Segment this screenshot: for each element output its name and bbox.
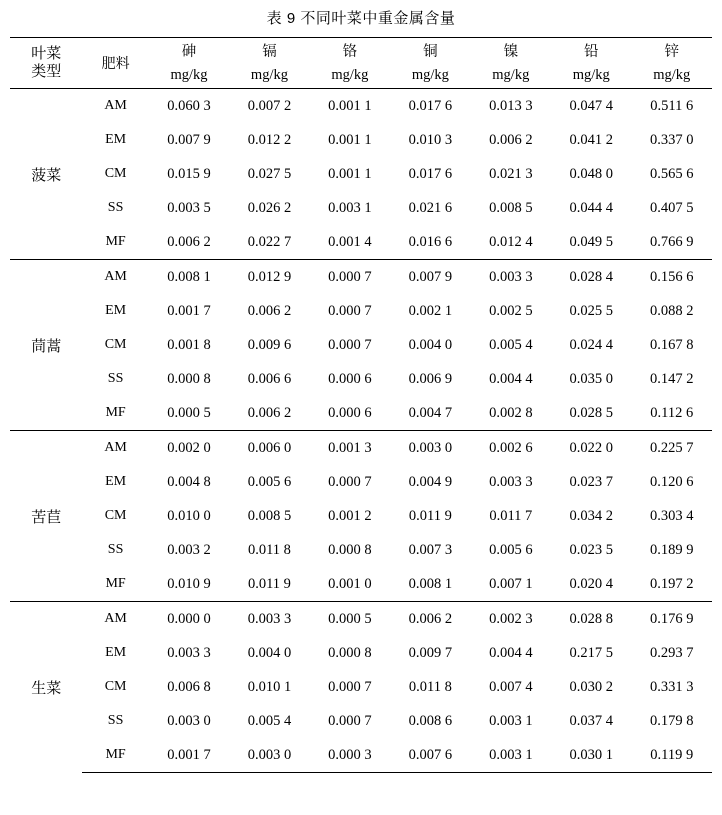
cell-value: 0.000 8 bbox=[167, 370, 211, 387]
fertilizer-label: EM bbox=[105, 645, 127, 660]
cell-value: 0.028 5 bbox=[569, 404, 614, 421]
cell-value: 0.009 6 bbox=[247, 336, 292, 353]
fertilizer-label: SS bbox=[107, 542, 124, 557]
cell-value: 0.002 6 bbox=[471, 431, 551, 466]
cell-value: 0.010 0 bbox=[167, 507, 211, 524]
cell-value: 0.006 2 bbox=[167, 233, 211, 250]
cell-value: 0.002 3 bbox=[471, 602, 551, 637]
cell-value: 0.009 7 bbox=[408, 644, 453, 661]
table-row bbox=[10, 396, 712, 431]
table-row bbox=[10, 602, 712, 637]
header-metal-chromium: 铬 bbox=[310, 38, 390, 64]
cell-value: 0.004 0 bbox=[247, 644, 292, 661]
cell-value: 0.007 3 bbox=[408, 541, 453, 558]
cell-value: 0.006 2 bbox=[247, 302, 292, 319]
cell-value: 0.006 2 bbox=[247, 404, 292, 421]
cell-value: 0.001 4 bbox=[328, 233, 372, 250]
cell-value: 0.004 4 bbox=[489, 644, 533, 661]
cell-value: 0.007 2 bbox=[229, 89, 309, 124]
header-metal-arsenic: 砷 bbox=[149, 38, 229, 64]
cell-value: 0.147 2 bbox=[650, 370, 694, 387]
cell-value: 0.003 1 bbox=[471, 738, 551, 773]
cell-value: 0.016 6 bbox=[408, 233, 453, 250]
cell-value: 0.011 8 bbox=[247, 541, 291, 558]
cell-value: 0.000 8 bbox=[328, 644, 372, 661]
header-unit-nickel: mg/kg bbox=[492, 67, 530, 83]
fertilizer-label: EM bbox=[105, 474, 127, 489]
table-row bbox=[10, 157, 712, 191]
table-row bbox=[10, 328, 712, 362]
cell-value: 0.001 8 bbox=[167, 336, 211, 353]
cell-value: 0.001 2 bbox=[328, 507, 372, 524]
header-leaf-type-line2: 类型 bbox=[31, 64, 62, 80]
cell-value: 0.002 5 bbox=[489, 302, 533, 319]
cell-value: 0.023 7 bbox=[569, 473, 614, 490]
cell-value: 0.000 7 bbox=[328, 712, 372, 729]
cell-value: 0.000 5 bbox=[310, 602, 390, 637]
cell-value: 0.000 7 bbox=[310, 260, 390, 295]
table-row bbox=[10, 738, 712, 773]
fertilizer-label: AM bbox=[82, 431, 148, 466]
cell-value: 0.003 3 bbox=[167, 644, 211, 661]
cell-value: 0.000 6 bbox=[328, 404, 372, 421]
fertilizer-label: CM bbox=[104, 166, 127, 181]
cell-value: 0.012 4 bbox=[489, 233, 533, 250]
cell-value: 0.011 7 bbox=[489, 507, 533, 524]
cell-value: 0.021 6 bbox=[408, 199, 453, 216]
cell-value: 0.006 9 bbox=[408, 370, 453, 387]
table-row bbox=[10, 123, 712, 157]
cell-value: 0.120 6 bbox=[650, 473, 694, 490]
cell-value: 0.060 3 bbox=[149, 89, 229, 124]
cell-value: 0.303 4 bbox=[650, 507, 694, 524]
group-label-1: 茼蒿 bbox=[10, 260, 82, 431]
cell-value: 0.007 1 bbox=[489, 575, 533, 592]
heavy-metal-content-table bbox=[10, 37, 712, 773]
group-label-0: 菠菜 bbox=[10, 89, 82, 260]
table-row bbox=[10, 670, 712, 704]
cell-value: 0.028 4 bbox=[551, 260, 631, 295]
cell-value: 0.003 2 bbox=[167, 541, 211, 558]
header-fertilizer: 肥料 bbox=[82, 38, 148, 89]
fertilizer-label: MF bbox=[105, 576, 126, 591]
cell-value: 0.006 6 bbox=[247, 370, 292, 387]
cell-value: 0.000 5 bbox=[167, 404, 211, 421]
cell-value: 0.035 0 bbox=[569, 370, 614, 387]
cell-value: 0.000 6 bbox=[328, 370, 372, 387]
cell-value: 0.012 2 bbox=[247, 131, 292, 148]
cell-value: 0.088 2 bbox=[650, 302, 694, 319]
header-metal-lead: 铅 bbox=[551, 38, 631, 64]
cell-value: 0.048 0 bbox=[569, 165, 614, 182]
cell-value: 0.000 8 bbox=[328, 541, 372, 558]
cell-value: 0.000 7 bbox=[328, 678, 372, 695]
cell-value: 0.189 9 bbox=[650, 541, 694, 558]
cell-value: 0.008 1 bbox=[408, 575, 453, 592]
cell-value: 0.006 2 bbox=[390, 602, 470, 637]
cell-value: 0.001 0 bbox=[328, 575, 372, 592]
cell-value: 0.037 4 bbox=[569, 712, 614, 729]
fertilizer-label: MF bbox=[105, 234, 126, 249]
cell-value: 0.167 8 bbox=[650, 336, 694, 353]
header-leaf-type-line1: 叶菜 bbox=[31, 45, 62, 62]
cell-value: 0.006 8 bbox=[167, 678, 211, 695]
table-row bbox=[10, 431, 712, 466]
cell-value: 0.176 9 bbox=[632, 602, 713, 637]
fertilizer-label: EM bbox=[105, 303, 127, 318]
cell-value: 0.003 5 bbox=[167, 199, 211, 216]
cell-value: 0.511 6 bbox=[632, 89, 713, 124]
cell-value: 0.001 7 bbox=[167, 302, 211, 319]
table-row bbox=[10, 499, 712, 533]
fertilizer-label: CM bbox=[104, 679, 127, 694]
cell-value: 0.022 7 bbox=[247, 233, 292, 250]
cell-value: 0.001 1 bbox=[328, 131, 372, 148]
cell-value: 0.003 1 bbox=[489, 712, 533, 729]
cell-value: 0.003 3 bbox=[489, 473, 533, 490]
fertilizer-label: EM bbox=[105, 132, 127, 147]
cell-value: 0.020 4 bbox=[569, 575, 614, 592]
header-metal-copper: 铜 bbox=[390, 38, 470, 64]
table-header-names bbox=[10, 38, 712, 64]
table-row bbox=[10, 567, 712, 602]
cell-value: 0.027 5 bbox=[247, 165, 292, 182]
cell-value: 0.197 2 bbox=[650, 575, 694, 592]
cell-value: 0.179 8 bbox=[650, 712, 694, 729]
cell-value: 0.000 7 bbox=[328, 302, 372, 319]
fertilizer-label: MF bbox=[82, 738, 148, 773]
cell-value: 0.003 0 bbox=[390, 431, 470, 466]
cell-value: 0.000 7 bbox=[328, 473, 372, 490]
cell-value: 0.010 3 bbox=[408, 131, 453, 148]
cell-value: 0.002 8 bbox=[489, 404, 533, 421]
cell-value: 0.007 9 bbox=[167, 131, 211, 148]
cell-value: 0.034 2 bbox=[569, 507, 614, 524]
cell-value: 0.017 6 bbox=[408, 165, 453, 182]
cell-value: 0.407 5 bbox=[650, 199, 694, 216]
cell-value: 0.011 9 bbox=[247, 575, 291, 592]
fertilizer-label: CM bbox=[104, 508, 127, 523]
cell-value: 0.011 9 bbox=[408, 507, 452, 524]
fertilizer-label: AM bbox=[82, 260, 148, 295]
header-metal-zinc: 锌 bbox=[632, 38, 713, 64]
cell-value: 0.156 6 bbox=[632, 260, 713, 295]
header-unit-chromium: mg/kg bbox=[331, 67, 369, 83]
cell-value: 0.003 3 bbox=[229, 602, 309, 637]
cell-value: 0.007 4 bbox=[489, 678, 533, 695]
cell-value: 0.008 1 bbox=[149, 260, 229, 295]
cell-value: 0.025 5 bbox=[569, 302, 614, 319]
header-unit-zinc: mg/kg bbox=[653, 67, 691, 83]
table-row bbox=[10, 260, 712, 295]
cell-value: 0.013 3 bbox=[471, 89, 551, 124]
fertilizer-label: SS bbox=[107, 200, 124, 215]
cell-value: 0.007 9 bbox=[390, 260, 470, 295]
cell-value: 0.001 3 bbox=[310, 431, 390, 466]
cell-value: 0.112 6 bbox=[650, 404, 694, 421]
cell-value: 0.002 1 bbox=[408, 302, 453, 319]
cell-value: 0.003 3 bbox=[471, 260, 551, 295]
cell-value: 0.028 8 bbox=[551, 602, 631, 637]
table-row bbox=[10, 294, 712, 328]
group-label-2: 苦苣 bbox=[10, 431, 82, 602]
cell-value: 0.010 1 bbox=[247, 678, 292, 695]
cell-value: 0.766 9 bbox=[650, 233, 694, 250]
fertilizer-label: MF bbox=[105, 405, 126, 420]
table-row bbox=[10, 225, 712, 260]
cell-value: 0.030 1 bbox=[551, 738, 631, 773]
cell-value: 0.565 6 bbox=[650, 165, 694, 182]
cell-value: 0.017 6 bbox=[390, 89, 470, 124]
cell-value: 0.010 9 bbox=[167, 575, 211, 592]
cell-value: 0.008 5 bbox=[489, 199, 533, 216]
cell-value: 0.004 8 bbox=[167, 473, 211, 490]
cell-value: 0.000 3 bbox=[310, 738, 390, 773]
cell-value: 0.005 4 bbox=[247, 712, 292, 729]
table-row bbox=[10, 636, 712, 670]
cell-value: 0.012 9 bbox=[229, 260, 309, 295]
cell-value: 0.225 7 bbox=[632, 431, 713, 466]
cell-value: 0.337 0 bbox=[650, 131, 694, 148]
table-row bbox=[10, 89, 712, 124]
cell-value: 0.004 9 bbox=[408, 473, 453, 490]
header-leaf-type bbox=[10, 38, 82, 89]
table-row bbox=[10, 191, 712, 225]
cell-value: 0.002 0 bbox=[149, 431, 229, 466]
cell-value: 0.001 7 bbox=[149, 738, 229, 773]
cell-value: 0.005 6 bbox=[489, 541, 533, 558]
cell-value: 0.119 9 bbox=[632, 738, 713, 773]
cell-value: 0.004 7 bbox=[408, 404, 453, 421]
cell-value: 0.007 6 bbox=[390, 738, 470, 773]
fertilizer-label: AM bbox=[82, 89, 148, 124]
header-unit-arsenic: mg/kg bbox=[170, 67, 208, 83]
fertilizer-label: CM bbox=[104, 337, 127, 352]
cell-value: 0.021 3 bbox=[489, 165, 533, 182]
cell-value: 0.030 2 bbox=[569, 678, 614, 695]
header-metal-nickel: 镍 bbox=[471, 38, 551, 64]
header-metal-cadmium: 镉 bbox=[229, 38, 309, 64]
cell-value: 0.006 0 bbox=[229, 431, 309, 466]
table-row bbox=[10, 362, 712, 396]
table-caption: 表 9 不同叶菜中重金属含量 bbox=[266, 10, 456, 27]
cell-value: 0.003 0 bbox=[167, 712, 211, 729]
cell-value: 0.041 2 bbox=[569, 131, 614, 148]
cell-value: 0.005 4 bbox=[489, 336, 533, 353]
header-unit-copper: mg/kg bbox=[411, 67, 449, 83]
cell-value: 0.006 2 bbox=[489, 131, 533, 148]
cell-value: 0.023 5 bbox=[569, 541, 614, 558]
header-unit-lead: mg/kg bbox=[572, 67, 610, 83]
cell-value: 0.003 1 bbox=[328, 199, 372, 216]
cell-value: 0.004 0 bbox=[408, 336, 453, 353]
cell-value: 0.293 7 bbox=[650, 644, 694, 661]
cell-value: 0.004 4 bbox=[489, 370, 533, 387]
cell-value: 0.015 9 bbox=[167, 165, 211, 182]
cell-value: 0.008 5 bbox=[247, 507, 292, 524]
table-row bbox=[10, 533, 712, 567]
cell-value: 0.024 4 bbox=[569, 336, 614, 353]
fertilizer-label: AM bbox=[82, 602, 148, 637]
cell-value: 0.011 8 bbox=[408, 678, 452, 695]
cell-value: 0.001 1 bbox=[310, 89, 390, 124]
fertilizer-label: SS bbox=[107, 371, 124, 386]
cell-value: 0.044 4 bbox=[569, 199, 614, 216]
group-label-3: 生菜 bbox=[10, 602, 82, 773]
cell-value: 0.217 5 bbox=[569, 644, 614, 661]
cell-value: 0.000 0 bbox=[149, 602, 229, 637]
cell-value: 0.026 2 bbox=[247, 199, 292, 216]
table-row bbox=[10, 704, 712, 738]
table-row bbox=[10, 465, 712, 499]
cell-value: 0.049 5 bbox=[569, 233, 614, 250]
cell-value: 0.005 6 bbox=[247, 473, 292, 490]
cell-value: 0.001 1 bbox=[328, 165, 372, 182]
cell-value: 0.022 0 bbox=[551, 431, 631, 466]
header-unit-cadmium: mg/kg bbox=[250, 67, 288, 83]
cell-value: 0.331 3 bbox=[650, 678, 694, 695]
cell-value: 0.008 6 bbox=[408, 712, 453, 729]
cell-value: 0.003 0 bbox=[229, 738, 309, 773]
fertilizer-label: SS bbox=[107, 713, 124, 728]
cell-value: 0.047 4 bbox=[551, 89, 631, 124]
cell-value: 0.000 7 bbox=[328, 336, 372, 353]
